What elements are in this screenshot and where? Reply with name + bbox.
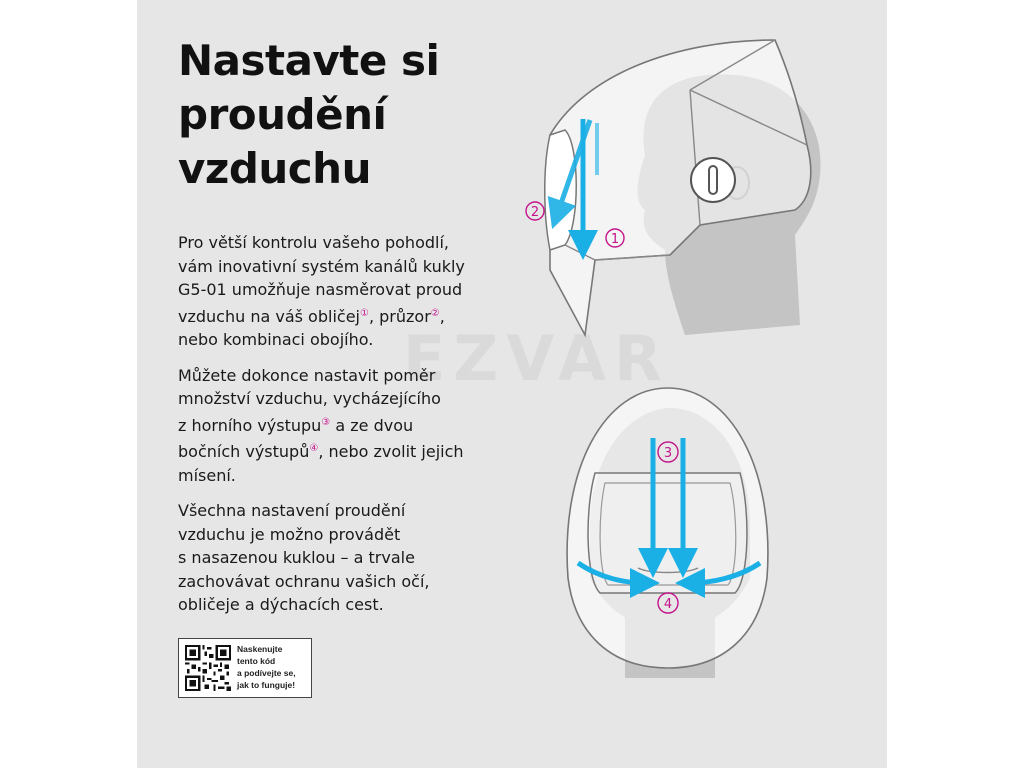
qr-callout[interactable] — [178, 638, 312, 698]
helmet-front-view-illustration — [560, 378, 775, 678]
content-panel — [137, 0, 887, 768]
text-line: s nasazenou kuklou – a trvale — [178, 548, 415, 567]
text-line: množství vzduchu, vycházejícího — [178, 389, 441, 408]
svg-text:4: 4 — [663, 597, 673, 612]
title-line: proudění — [178, 90, 387, 139]
qr-code-icon[interactable] — [185, 645, 231, 691]
svg-text:3: 3 — [663, 446, 673, 461]
text-line: nebo kombinaci obojího. — [178, 330, 374, 349]
text-line: Všechna nastavení proudění — [178, 501, 406, 520]
marker-2 — [526, 202, 544, 220]
title-line: vzduchu — [178, 144, 371, 193]
helmet-visor — [588, 473, 747, 593]
paragraph-airflow-ratio — [178, 364, 508, 488]
reference-marker: ④ — [309, 443, 319, 454]
helmet-visor — [545, 130, 577, 250]
title-line: Nastavte si — [178, 36, 440, 85]
watermark: EZVAR — [403, 322, 670, 395]
text-line: vzduchu je možno provádět — [178, 524, 401, 544]
qr-caption — [237, 643, 311, 691]
reference-marker: ② — [430, 307, 440, 319]
text-line: Můžete dokonce nastavit poměr — [178, 365, 436, 385]
page-title — [178, 34, 498, 196]
svg-text:1: 1 — [610, 232, 620, 247]
text-line: vám inovativní systém kanálů kukly — [178, 256, 465, 276]
qr-caption-line: a podívejte se, — [237, 668, 296, 678]
text-line: mísení. — [178, 465, 236, 485]
text-line: Pro větší kontrolu vašeho pohodlí, — [178, 233, 449, 252]
qr-caption-line: jak to funguje! — [237, 680, 296, 690]
description — [178, 231, 508, 629]
paragraph-adjust-while-worn — [178, 499, 508, 617]
text-line: G5-01 umožňuje nasměrovat proud — [178, 280, 463, 299]
text-line: obličeje a dýchacích cest. — [178, 595, 384, 614]
text-line: bočních výstupů④, nebo zvolit jejich — [178, 442, 464, 461]
qr-caption-line: Naskenujte — [237, 644, 283, 654]
text-line: z horního výstupu③ a ze dvou — [178, 415, 414, 435]
qr-caption-line: tento kód — [237, 656, 276, 666]
text-line: vzduchu na váš obličej①, průzor②, — [178, 306, 445, 326]
paragraph-airflow-direction — [178, 231, 508, 352]
helmet-side-view-illustration — [525, 35, 860, 360]
reference-marker: ① — [359, 307, 369, 319]
svg-text:2: 2 — [530, 205, 540, 220]
text-line: zachovávat ochranu vašich očí, — [178, 571, 430, 591]
reference-marker: ③ — [321, 416, 331, 428]
